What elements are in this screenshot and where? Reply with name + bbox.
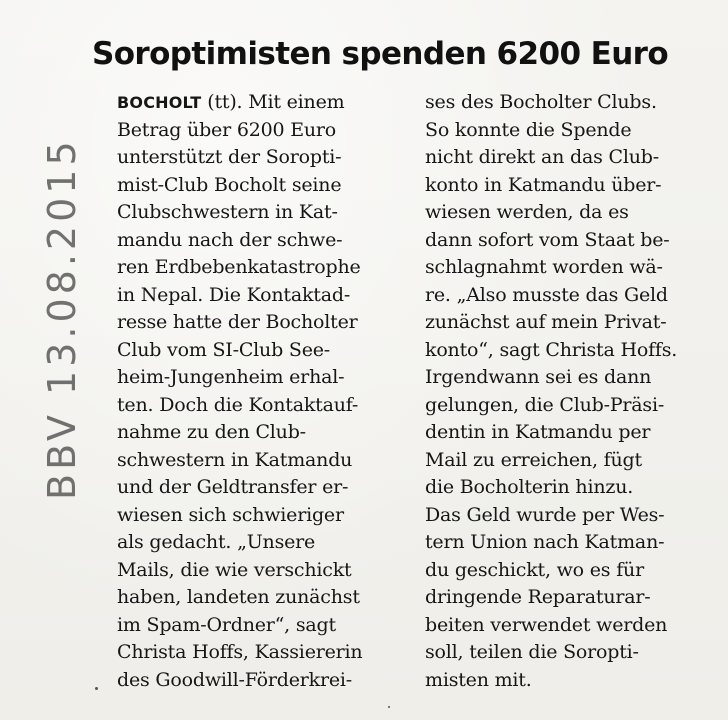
text-line: im Spam-Ordner“, sagt: [117, 613, 336, 636]
text-line: konto in Katmandu über-: [425, 173, 662, 196]
text-line: du geschickt, wo es für: [425, 558, 644, 581]
article-column-1: [117, 89, 417, 694]
text-line: wiesen werden, da es: [425, 201, 629, 223]
text-line: schwestern in Katmandu: [117, 448, 353, 471]
text-line: Christa Hoffs, Kassiererin: [117, 641, 363, 663]
text-line: Mail zu erreichen, fügt: [425, 448, 642, 471]
text-line: Irgendwann sei es dann: [425, 366, 652, 388]
text-line: konto“, sagt Christa Hoffs.: [425, 338, 678, 361]
text-line: ten. Doch die Kontaktauf-: [117, 393, 359, 416]
text-line: des Goodwill-Förderkrei-: [117, 668, 353, 691]
paper-speck: [95, 687, 98, 690]
text-line: wiesen sich schwieriger: [117, 503, 344, 526]
text-line: nahme zu den Club-: [117, 421, 306, 443]
article-column-2: [425, 89, 725, 694]
text-line: die Bocholterin hinzu.: [425, 476, 634, 498]
text-line: Das Geld wurde per Wes-: [425, 503, 665, 526]
text-line: tern Union nach Katman-: [425, 531, 665, 553]
paper-speck: [388, 706, 390, 708]
text-line: mist-Club Bocholt seine: [117, 173, 342, 196]
text-line: heim-Jungenheim erhal-: [117, 366, 345, 388]
text-line: schlagnahmt worden wä-: [425, 256, 663, 278]
text-line: zunächst auf mein Privat-: [425, 311, 667, 333]
text-line: unterstützt der Soropti-: [117, 146, 342, 168]
text-line: und der Geldtransfer er-: [117, 476, 349, 498]
dateline: BOCHOLT: [117, 93, 202, 112]
headline: Soroptimisten spenden 6200 Euro: [92, 36, 669, 72]
text-line: haben, landeten zunächst: [117, 586, 360, 608]
text-line: mandu nach der schwe-: [117, 228, 343, 251]
text-line: ses des Bocholter Clubs.: [425, 91, 657, 113]
text-line: ren Erdbebenkatastrophe: [117, 256, 361, 278]
text-line-rest: (tt). Mit einem: [201, 91, 345, 113]
text-line: soll, teilen die Soropti-: [425, 641, 639, 663]
text-line: resse hatte der Bocholter: [117, 311, 358, 333]
text-line: Clubschwestern in Kat-: [117, 201, 338, 223]
text-line: Betrag über 6200 Euro: [117, 118, 337, 141]
text-line: nicht direkt an das Club-: [425, 146, 659, 168]
text-line: Club vom SI-Club See-: [117, 338, 331, 361]
text-line: gelungen, die Club-Präsi-: [425, 393, 665, 416]
text-line: als gedacht. „Unsere: [117, 531, 316, 553]
text-line: [117, 89, 417, 117]
text-line: dann sofort vom Staat be-: [425, 228, 670, 251]
text-line: in Nepal. Die Kontaktad-: [117, 283, 351, 306]
text-line: dringende Reparaturar-: [425, 586, 651, 608]
text-line: So konnte die Spende: [425, 118, 632, 141]
text-line: re. „Also musste das Geld: [425, 283, 668, 306]
text-line: Mails, die wie verschickt: [117, 558, 352, 581]
text-line: dentin in Katmandu per: [425, 421, 651, 443]
text-line: beiten verwendet werden: [425, 613, 668, 636]
handwritten-date-note: BBV 13.08.2015: [40, 137, 84, 500]
text-line: misten mit.: [425, 668, 532, 691]
